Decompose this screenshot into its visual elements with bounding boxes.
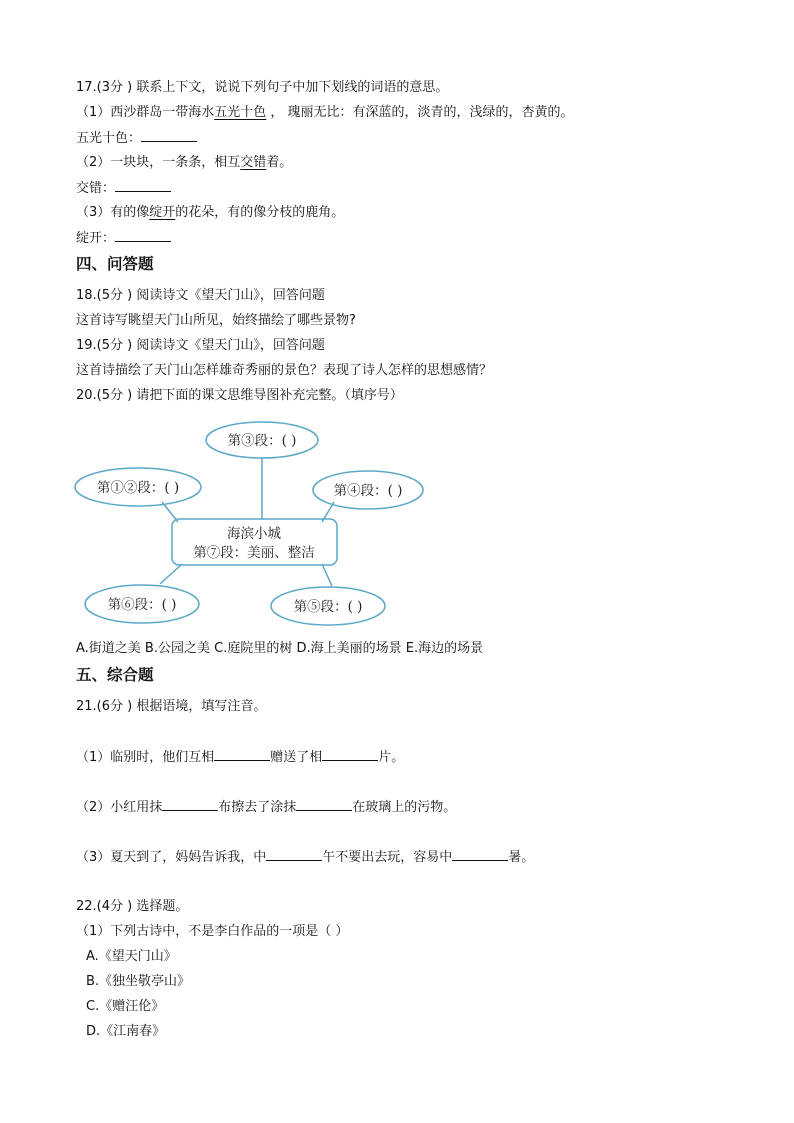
answer-blank[interactable] <box>115 179 171 192</box>
pinyin-blank[interactable] <box>266 848 322 861</box>
q22-option-a[interactable]: A.《望天门山》 <box>86 949 177 964</box>
q17-answer-1: 五光十色： <box>76 129 197 148</box>
q19-heading: 19.(5分 ) 阅读诗文《望天门山》，回答问题 <box>76 338 325 353</box>
underlined-word: 绽开 <box>149 205 176 220</box>
q17-sentence-1: （1）西沙群岛一带海水五光十色 ， 瑰丽无比：有深蓝的，淡青的，浅绿的，杏黄的。 <box>76 105 574 120</box>
q22-stem: （1）下列古诗中，不是李白作品的一项是（ ） <box>76 924 349 939</box>
node-bottom-right-label: 第⑤段：( ) <box>293 599 363 615</box>
q18-heading: 18.(5分 ) 阅读诗文《望天门山》，回答问题 <box>76 288 325 303</box>
center-node-title: 海滨小城 <box>227 526 281 542</box>
q17-sentence-2: （2）一块块，一条条，相互交错着。 <box>76 155 293 170</box>
q21-line-2: （2）小红用抹 布擦去了涂抹 在玻璃上的污物。 <box>76 800 457 815</box>
q21-line-1: （1）临别时，他们互相 赠送了相 片。 <box>76 750 405 765</box>
q17-answer-2: 交错： <box>76 179 171 198</box>
underlined-word: 五光十色 <box>214 105 267 120</box>
q19-body: 这首诗描绘了天门山怎样雄奇秀丽的景色？表现了诗人怎样的思想感情？ <box>76 363 493 378</box>
node-left-label: 第①②段：( ) <box>96 480 180 496</box>
answer-blank[interactable] <box>141 129 197 142</box>
connector-bottom-right <box>322 564 332 586</box>
pinyin-blank[interactable] <box>322 748 378 761</box>
q20-options: A.街道之美 B.公园之美 C.庭院里的树 D.海上美丽的场景 E.海边的场景 <box>76 641 484 656</box>
q22-option-d[interactable]: D.《江南春》 <box>86 1024 166 1039</box>
underlined-word: 交错 <box>240 155 267 170</box>
pinyin-blank[interactable] <box>296 798 352 811</box>
q22-option-c[interactable]: C.《赠汪伦》 <box>86 999 165 1014</box>
q17-answer-3: 绽开： <box>76 229 171 248</box>
pinyin-blank[interactable] <box>452 848 508 861</box>
q17-heading: 17.(3分 ) 联系上下文，说说下列句子中加下划线的词语的意思。 <box>76 80 449 95</box>
q22-heading: 22.(4分 ) 选择题。 <box>76 899 189 914</box>
q20-heading: 20.(5分 ) 请把下面的课文思维导图补充完整。（填序号） <box>76 388 403 403</box>
q18-body: 这首诗写眺望天门山所见，始终描绘了哪些景物? <box>76 313 356 328</box>
section-title-5: 五、综合题 <box>76 666 154 684</box>
mind-map-diagram <box>70 418 430 628</box>
node-bottom-left-label: 第⑥段：( ) <box>107 597 177 613</box>
pinyin-blank[interactable] <box>214 748 270 761</box>
node-right-label: 第④段：( ) <box>333 483 403 499</box>
answer-blank[interactable] <box>115 229 171 242</box>
section-title-4: 四、问答题 <box>76 255 154 273</box>
q21-line-3: （3）夏天到了，妈妈告诉我，中 午不要出去玩，容易中 暑。 <box>76 850 535 865</box>
q17-sentence-3: （3）有的像绽开的花朵，有的像分枝的鹿角。 <box>76 205 345 220</box>
q22-option-b[interactable]: B.《独坐敬亭山》 <box>86 974 191 989</box>
connector-bottom-left <box>160 564 182 584</box>
center-node-subtitle: 第⑦段：美丽、整洁 <box>193 545 315 561</box>
node-top-label: 第③段：( ) <box>227 433 297 449</box>
q21-heading: 21.(6分 ) 根据语境，填写注音。 <box>76 699 267 714</box>
pinyin-blank[interactable] <box>162 798 218 811</box>
